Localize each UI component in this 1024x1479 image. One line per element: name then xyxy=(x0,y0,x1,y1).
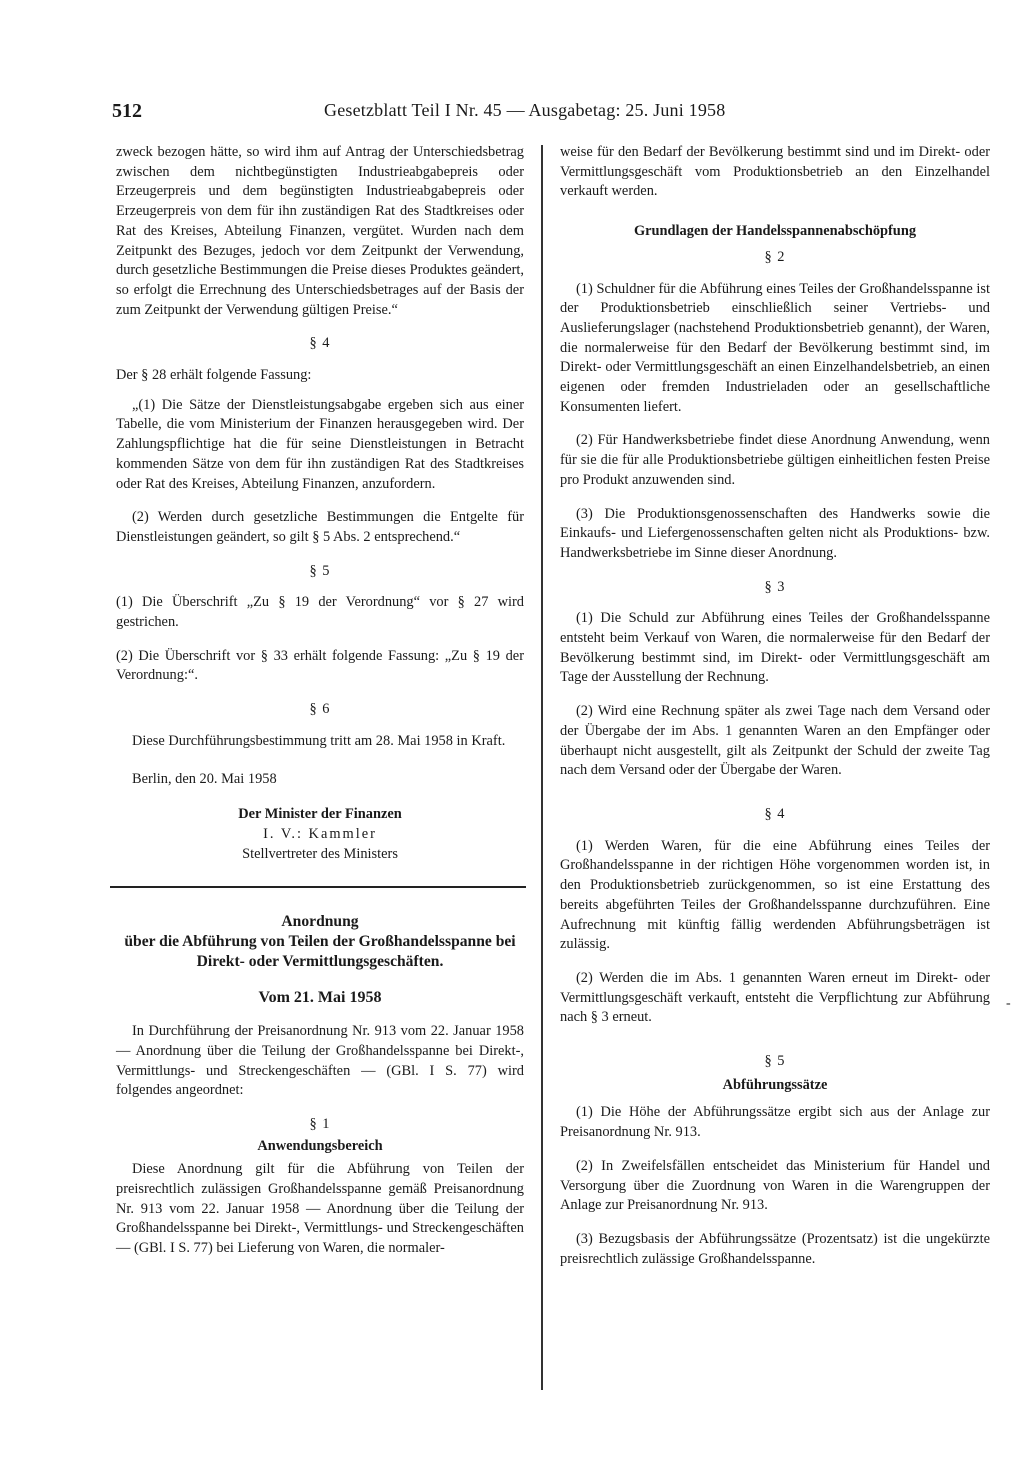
signer-title: Der Minister der Finanzen xyxy=(238,806,402,823)
separator-line xyxy=(110,886,526,888)
paragraph: (1) Die Überschrift „Zu § 19 der Verordnung“ vor § 27 wird gestrichen. xyxy=(116,594,524,631)
paragraph: (1) Schuldner für die Abführung eines Teiles der Großhandelsspanne ist der Produktionsbetrieb einschließlich seiner Vertriebs- und Auslieferungslager (nachstehend Produktionsbetrieb genannt), der Waren, die normalerweise für den Bedarf der Bevölkerung bestimmt sind, im Direkt- oder Vermittlungsgeschäft an einen Einzelhandelsbetrieb, an einen eigenen oder fremden Industrieladen oder an gesellschaftliche Konsumenten liefert. xyxy=(560,280,990,415)
paragraph: (2) In Zweifelsfällen entscheidet das Ministerium für Handel und Versorgung über die Zuordnung von Waren in die Warengruppen der Anlage zur Preisanordnung Nr. 913. xyxy=(560,1157,990,1214)
signer-name: I. V.: Kammler xyxy=(263,825,377,842)
section-heading: § 2 xyxy=(764,248,786,265)
paragraph: (2) Die Überschrift vor § 33 erhält folgende Fassung: „Zu § 19 der Verordnung:“. xyxy=(116,647,524,684)
page-number: 512 xyxy=(112,100,142,122)
ordinance-subtitle: über die Abführung von Teilen der Großhandelsspanne bei Direkt- oder Vermittlungsgeschäften. xyxy=(124,933,516,971)
paragraph: (3) Bezugsbasis der Abführungssätze (Prozentsatz) ist die ungekürzte preisrechtlich zulässige Großhandelsspanne. xyxy=(560,1230,990,1267)
margin-mark: - xyxy=(1006,996,1011,1011)
section-heading: § 4 xyxy=(764,805,786,822)
section-heading: § 4 xyxy=(309,335,331,352)
paragraph: Der § 28 erhält folgende Fassung: xyxy=(116,367,312,384)
ordinance-date: Vom 21. Mai 1958 xyxy=(258,989,382,1007)
paragraph: (1) Die Schuld zur Abführung eines Teiles der Großhandelsspanne entsteht beim Verkauf von Waren, die normalerweise für den Bedarf der Bevölkerung bestimmt sind, im Direkt- oder Vermittlungsgeschäft am Tage der Ausstellung der Rechnung. xyxy=(560,610,990,686)
section-heading: § 6 xyxy=(309,701,331,718)
right-column xyxy=(560,143,990,1283)
section-title: Grundlagen der Handelsspannenabschöpfung xyxy=(633,223,917,240)
paragraph: (3) Die Produktionsgenossenschaften des Handwerks sowie die Einkaufs- und Liefergenossenschaften gelten nicht als Produktions- bzw. Handwerksbetriebe im Sinne dieser Anordnung. xyxy=(560,505,990,561)
paragraph: (1) Werden Waren, für die eine Abführung eines Teiles der Großhandelsspanne in der richtigen Höhe vorgenommen worden ist, in den Produktionsbetrieb zurückgenommen, so ist eine Erstattung des bereits abgeführten Teiles der Großhandelsspanne durchzuführen. Eine Aufrechnung mit künftig fällig werdenden Abführungsbeträgen ist zulässig. xyxy=(560,837,990,953)
page-header xyxy=(112,100,972,130)
paragraph: „(1) Die Sätze der Dienstleistungsabgabe ergeben sich aus einer Tabelle, die vom Ministerium der Finanzen herausgegeben wird. Der Zahlungspflichtige hat die für seine Dienstleistungen in Betracht kommenden Sätze von dem für ihn zuständigen Rat des Stadtkreises oder Rat des Kreises, Abteilung Finanzen, anzufordern. xyxy=(116,396,524,492)
ordinance-title: Anordnung xyxy=(281,913,359,931)
paragraph: weise für den Bedarf der Bevölkerung bestimmt sind und im Direkt- oder Vermittlungsgeschäft vom Produktionsbetrieb an den Einzelhandel verkauft werden. xyxy=(560,144,990,200)
paragraph: (2) Werden durch gesetzliche Bestimmungen die Entgelte für Dienstleistungen geändert, so gilt § 5 Abs. 2 entsprechend.“ xyxy=(116,509,524,545)
place-date: Berlin, den 20. Mai 1958 xyxy=(132,770,277,787)
section-heading: § 5 xyxy=(309,562,331,579)
column-divider xyxy=(541,145,543,1390)
paragraph: (1) Die Höhe der Abführungssätze ergibt sich aus der Anlage zur Preisanordnung Nr. 913. xyxy=(560,1104,990,1141)
section-heading: § 3 xyxy=(764,578,786,595)
paragraph: In Durchführung der Preisanordnung Nr. 913 vom 22. Januar 1958 — Anordnung über die Teilung der Großhandelsspanne bei Direkt-, Vermittlungs- und Streckengeschäften — (GBl. I S. 77) wird folgendes angeordnet: xyxy=(116,1023,524,1099)
paragraph: zweck bezogen hätte, so wird ihm auf Antrag der Unterschiedsbetrag zwischen dem nichtbegünstigten Industrieabgabepreis oder Erzeugerpreis und dem begünstigten Industrieabgabepreis oder Erzeugerpreis von dem für ihn zuständigen Rat des Stadtkreises oder Rat des Kreises, Abteilung Finanzen, vergütet. Wurden nach dem Zeitpunkt des Bezuges, jedoch vor dem Zeitpunkt der Verwendung, durch gesetzliche Bestimmungen die Preise dieses Produktes geändert, so erfolgt die Errechnung des Unterschiedsbetrages auf der Basis der zum Zeitpunkt der Verwendung gültigen Preise.“ xyxy=(116,144,524,318)
section-heading: § 1 xyxy=(309,1115,331,1132)
paragraph: (2) Für Handwerksbetriebe findet diese Anordnung Anwendung, wenn für sie die für alle Produktionsbetriebe gültigen einheitlichen festen Preise pro Produkt anzuwenden sind. xyxy=(560,432,990,488)
paragraph: (2) Werden die im Abs. 1 genannten Waren erneut im Direkt- oder Vermittlungsgeschäft verkauft, entsteht die Verpflichtung zur Abführung nach § 3 erneut. xyxy=(560,969,990,1026)
paragraph: (2) Wird eine Rechnung später als zwei Tage nach dem Versand oder der Übergabe der im Abs. 1 genannten Waren an den Empfänger oder überhaupt nicht ausgestellt, gilt als Zeitpunkt der Schuld der zweite Tag nach dem Versand oder der Übergabe der Waren. xyxy=(560,703,990,779)
section-heading: § 5 xyxy=(764,1053,786,1070)
section-title: Abführungssätze xyxy=(722,1076,828,1093)
signer-role: Stellvertreter des Ministers xyxy=(242,845,398,862)
paragraph: Diese Anordnung gilt für die Abführung von Teilen der preisrechtlich zulässigen Großhandelsspanne gemäß Preisanordnung Nr. 913 vom 22. Januar 1958 — Anordnung über die Teilung der Großhandelsspanne bei Direkt-, Vermittlungs- und Streckengeschäften — (GBl. I S. 77) bei Lieferung von Waren, die normaler- xyxy=(116,1161,524,1257)
paragraph: Diese Durchführungsbestimmung tritt am 28. Mai 1958 in Kraft. xyxy=(132,732,506,749)
left-column xyxy=(116,143,524,1273)
section-title: Anwendungsbereich xyxy=(257,1137,383,1154)
gazette-title: Gesetzblatt Teil I Nr. 45 — Ausgabetag: 25. Juni 1958 xyxy=(324,100,726,120)
